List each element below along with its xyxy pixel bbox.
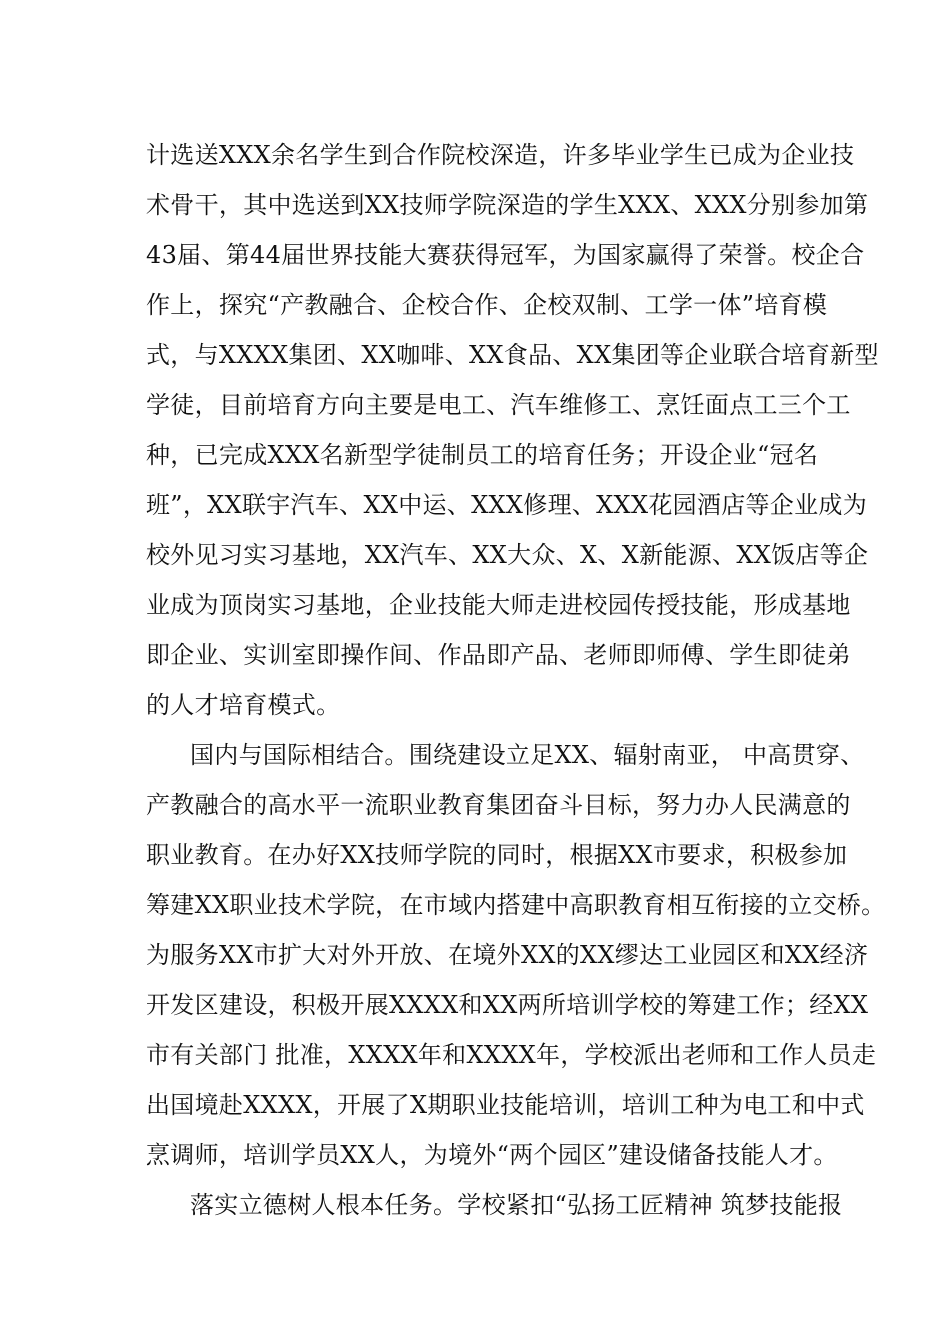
text-line: 职业教育。在办好XX技师学院的同时，根据XX市要求，积极参加 [146, 841, 848, 869]
text-line: 的人才培育模式。 [146, 691, 341, 719]
text-line: 学徒，目前培育方向主要是电工、汽车维修工、烹饪面点工三个工 [146, 391, 851, 419]
text-line: 市有关部门 批准，XXXX年和XXXX年，学校派出老师和工作人员走 [146, 1041, 877, 1069]
text-line: 筹建XX职业技术学院，在市域内搭建中高职教育相互衔接的立交桥。 [146, 891, 886, 919]
text-line: 班”，XX联宇汽车、XX中运、XXX修理、XXX花园酒店等企业成为 [146, 491, 868, 519]
text-line: 43届、第44届世界技能大赛获得冠军，为国家赢得了荣誉。校企合 [146, 241, 865, 269]
text-line: 术骨干，其中选送到XX技师学院深造的学生XXX、XXX分别参加第 [146, 191, 869, 219]
text-line: 即企业、实训室即操作间、作品即产品、老师即师傅、学生即徒弟 [146, 641, 851, 669]
text-line: 业成为顶岗实习基地，企业技能大师走进校园传授技能，形成基地 [146, 591, 851, 619]
text-line: 作上，探究“产教融合、企校合作、企校双制、工学一体”培育模 [146, 291, 828, 319]
text-line: 计选送XXX余名学生到合作院校深造，许多毕业学生已成为企业技 [146, 141, 855, 169]
text-line: 开发区建设，积极开展XXXX和XX两所培训学校的筹建工作；经XX [146, 991, 869, 1019]
paragraph-start-line: 国内与国际相结合。围绕建设立足XX、辐射南亚， 中高贯穿、 [190, 741, 865, 769]
text-line: 烹调师，培训学员XX人，为境外“两个园区”建设储备技能人才。 [146, 1141, 838, 1169]
text-line: 校外见习实习基地，XX汽车、XX大众、X、X新能源、XX饭店等企 [146, 541, 869, 569]
text-line: 种，已完成XXX名新型学徒制员工的培育任务；开设企业“冠名 [146, 441, 819, 469]
paragraph-start-line: 落实立德树人根本任务。学校紧扣“弘扬工匠精神 筑梦技能报 [190, 1191, 843, 1219]
text-line: 产教融合的高水平一流职业教育集团奋斗目标，努力办人民满意的 [146, 791, 851, 819]
text-line: 为服务XX市扩大对外开放、在境外XX的XX缪达工业园区和XX经济 [146, 941, 869, 969]
text-line: 出国境赴XXXX，开展了X期职业技能培训，培训工种为电工和中式 [146, 1091, 865, 1119]
text-line: 式，与XXXX集团、XX咖啡、XX食品、XX集团等企业联合培育新型 [146, 341, 879, 369]
